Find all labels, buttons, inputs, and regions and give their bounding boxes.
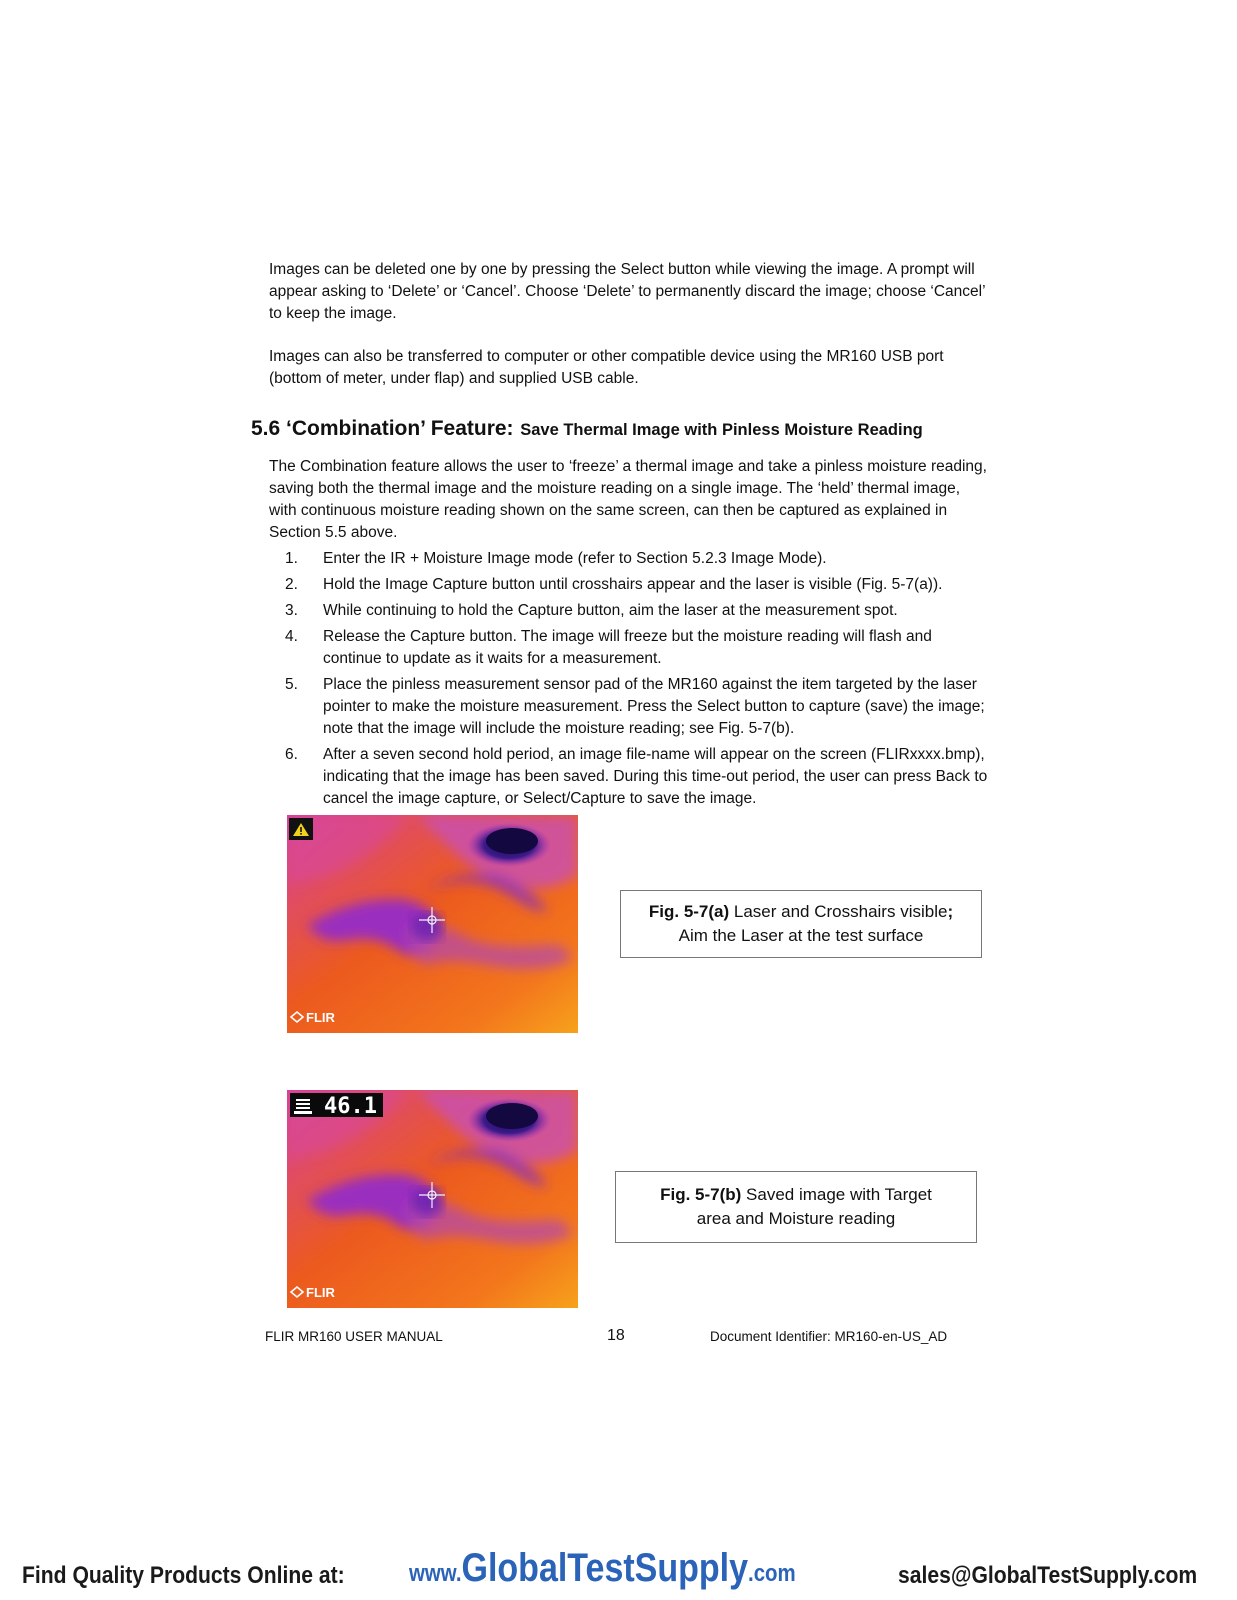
- warning-icon: [289, 818, 313, 840]
- step-text: Place the pinless measurement sensor pad of the MR160 against the item targeted by the laser pointer to make the moisture measurement. Press the Select button to capture (save) the image; note that the image will include the moisture reading; see Fig. 5-7(b).: [323, 676, 985, 737]
- caption-text: Saved image with Target: [741, 1185, 932, 1204]
- svg-text:FLIR: FLIR: [306, 1285, 335, 1300]
- banner-website-link[interactable]: [409, 1546, 796, 1591]
- step-number: 5.: [285, 676, 298, 693]
- moisture-reading: 46.1: [324, 1094, 377, 1119]
- section-title: 5.6 ‘Combination’ Feature:: [251, 417, 514, 440]
- step-number: 6.: [285, 746, 298, 763]
- footer-document-id: Document Identifier: MR160-en-US_AD: [710, 1329, 948, 1344]
- page-number: 18: [607, 1327, 625, 1344]
- banner-www: www.: [409, 1560, 462, 1587]
- footer-manual-title: FLIR MR160 USER MANUAL: [265, 1329, 443, 1344]
- section-heading: [251, 414, 923, 442]
- step-number: 4.: [285, 628, 298, 645]
- intro-paragraph-delete: Images can be deleted one by one by pressing the Select button while viewing the image. A prompt will appear asking to ‘Delete’ or ‘Cancel’. Choose ‘Delete’ to permanently discard the image; choose ‘Cancel’ to keep the image.: [269, 261, 985, 322]
- step-text: While continuing to hold the Capture button, aim the laser at the measurement spot.: [323, 602, 898, 619]
- banner-tld: .com: [748, 1560, 796, 1587]
- caption-text: area and Moisture reading: [696, 1209, 896, 1228]
- step-text: After a seven second hold period, an image file-name will appear on the screen (FLIRxxxx.bmp), indicating that the image has been saved. During this time-out period, the user can press Back to cancel the image capture, or Select/Capture to save the image.: [323, 746, 988, 807]
- figure-label-b: Fig. 5-7(b): [660, 1185, 742, 1204]
- thermal-image-b: [287, 1090, 578, 1308]
- caption-text: Laser and Crosshairs visible: [729, 902, 948, 921]
- step-number: 2.: [285, 576, 298, 593]
- figure-caption-b: [615, 1171, 977, 1243]
- thermal-image-a: [287, 815, 578, 1033]
- caption-separator: ;: [947, 902, 954, 921]
- step-text: Enter the IR + Moisture Image mode (refer to Section 5.2.3 Image Mode).: [323, 550, 827, 567]
- banner-email-link[interactable]: sales@GlobalTestSupply.com: [898, 1562, 1198, 1589]
- caption-text: Aim the Laser at the test surface: [678, 926, 924, 945]
- section-subtitle: Save Thermal Image with Pinless Moisture Reading: [520, 421, 923, 439]
- banner-tagline: Find Quality Products Online at:: [22, 1562, 345, 1589]
- figure-label-a: Fig. 5-7(a): [648, 902, 730, 921]
- moisture-reading-badge: [290, 1093, 383, 1119]
- step-number: 3.: [285, 602, 298, 619]
- step-number: 1.: [285, 550, 298, 567]
- intro-paragraph-transfer: Images can also be transferred to computer or other compatible device using the MR160 USB port (bottom of meter, under flap) and supplied USB cable.: [269, 348, 944, 387]
- svg-text:FLIR: FLIR: [306, 1010, 335, 1025]
- section-description: The Combination feature allows the user to ‘freeze’ a thermal image and take a pinless moisture reading, saving both the thermal image and the moisture reading on a single image. The ‘held’ thermal image, with continuous moisture reading shown on the same screen, can then be captured as explained in Section 5.5 above.: [269, 458, 987, 541]
- step-text: Release the Capture button. The image will freeze but the moisture reading will flash and continue to update as it waits for a measurement.: [323, 628, 932, 667]
- figure-caption-a: [620, 890, 982, 958]
- step-text: Hold the Image Capture button until crosshairs appear and the laser is visible (Fig. 5-7(a)).: [323, 576, 943, 593]
- banner-site: GlobalTestSupply: [461, 1546, 749, 1590]
